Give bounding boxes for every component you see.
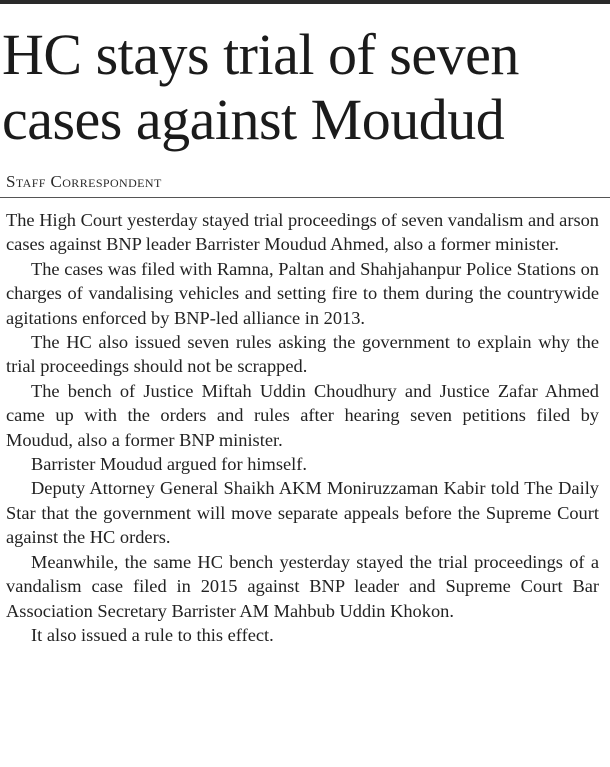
byline-divider	[0, 197, 610, 198]
paragraph: It also issued a rule to this effect.	[31, 624, 274, 645]
paragraph: The cases was filed with Ramna, Paltan and Shahjahanpur Police Stations on charges of vandalising vehicles and setting fire to them during the countrywide agitations enforced by BNP-led alliance in 2013.	[6, 258, 599, 328]
byline: Staff Correspondent	[6, 172, 162, 191]
top-rule	[0, 0, 610, 4]
article-body	[6, 208, 599, 647]
paragraph: Meanwhile, the same HC bench yesterday stayed the trial proceedings of a vandalism case filed in 2015 against BNP leader and Supreme Court Bar Association Secretary Barrister AM Mahbub Uddin Khokon.	[6, 551, 599, 621]
paragraph: Barrister Moudud argued for himself.	[31, 454, 307, 475]
paragraph: The HC also issued seven rules asking the government to explain why the trial proceedings should not be scrapped.	[6, 332, 599, 377]
paragraph: Deputy Attorney General Shaikh AKM Moniruzzaman Kabir told The Daily Star that the government will move separate appeals before the Supreme Court against the HC orders.	[6, 478, 599, 548]
paragraph: The High Court yesterday stayed trial proceedings of seven vandalism and arson cases against BNP leader Barrister Moudud Ahmed, also a former minister.	[6, 210, 599, 255]
paragraph: The bench of Justice Miftah Uddin Choudhury and Justice Zafar Ahmed came up with the orders and rules after hearing seven petitions filed by Moudud, also a former BNP minister.	[6, 380, 599, 450]
headline: HC stays trial of seven cases against Moudud	[2, 22, 519, 152]
